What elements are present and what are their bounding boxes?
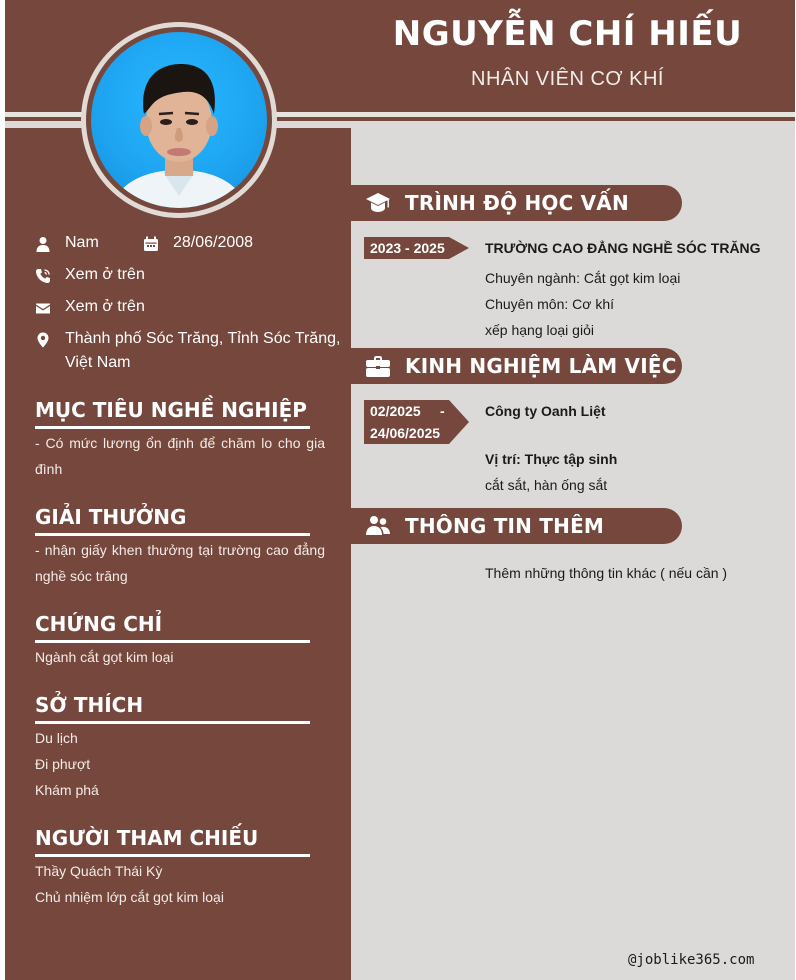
experience-banner bbox=[351, 348, 682, 384]
gender-row bbox=[35, 234, 99, 255]
cv-page bbox=[5, 0, 795, 980]
certificates-list bbox=[35, 644, 325, 670]
objective-body: - Có mức lương ổn định để chăm lo cho gia đình bbox=[35, 435, 325, 477]
experience-period-start: 02/2025 - bbox=[370, 403, 445, 419]
candidate-name: NGUYỄN CHÍ HIẾU bbox=[392, 14, 743, 54]
avatar bbox=[91, 32, 267, 208]
phone-row bbox=[35, 266, 145, 287]
graduation-cap-icon bbox=[365, 190, 391, 216]
users-icon bbox=[365, 513, 391, 539]
experience-title: KINH NGHIỆM LÀM VIỆC bbox=[405, 354, 677, 378]
awards-title: GIẢI THƯỞNG bbox=[35, 505, 310, 536]
phone-icon bbox=[35, 268, 51, 284]
references-list bbox=[35, 858, 325, 910]
experience-company: Công ty Oanh Liệt bbox=[485, 403, 606, 419]
phone-value: Xem ở trên bbox=[65, 266, 145, 283]
experience-position: Vị trí: Thực tập sinh bbox=[485, 451, 618, 467]
education-detail: Chuyên ngành: Cắt gọt kim loại bbox=[485, 270, 681, 286]
sidebar bbox=[5, 128, 351, 980]
location-pin-icon bbox=[35, 332, 51, 348]
hobby-item: Du lịch bbox=[35, 730, 78, 746]
hobbies-title: SỞ THÍCH bbox=[35, 693, 310, 724]
objective-title: MỤC TIÊU NGHỀ NGHIỆP bbox=[35, 398, 310, 429]
email-row bbox=[35, 298, 145, 319]
hobby-item: Khám phá bbox=[35, 782, 99, 798]
certificate-item: Ngành cắt gọt kim loại bbox=[35, 649, 174, 665]
references-title: NGƯỜI THAM CHIẾU bbox=[35, 826, 310, 857]
hobby-item: Đi phượt bbox=[35, 756, 91, 772]
birthdate-value: 28/06/2008 bbox=[173, 234, 254, 251]
birthdate-row bbox=[143, 234, 253, 255]
calendar-icon bbox=[143, 236, 159, 252]
education-period: 2023 - 2025 bbox=[364, 237, 449, 259]
watermark: @joblike365.com bbox=[628, 952, 755, 968]
education-detail: xếp hạng loại giỏi bbox=[485, 322, 594, 338]
additional-body: Thêm những thông tin khác ( nếu cần ) bbox=[485, 565, 728, 581]
mail-icon bbox=[35, 300, 51, 316]
additional-banner bbox=[351, 508, 682, 544]
experience-period-end: 24/06/2025 bbox=[370, 425, 441, 441]
gender-value: Nam bbox=[65, 234, 99, 251]
experience-description: cắt sắt, hàn ống sắt bbox=[485, 477, 608, 493]
experience-period bbox=[364, 400, 449, 444]
education-banner bbox=[351, 185, 682, 221]
email-value: Xem ở trên bbox=[65, 298, 145, 315]
address-row bbox=[35, 330, 345, 375]
awards-body: - nhận giấy khen thưởng tại trường cao đẳng nghề sóc trăng bbox=[35, 542, 325, 584]
additional-title: THÔNG TIN THÊM bbox=[405, 514, 605, 538]
candidate-job-title: NHÂN VIÊN CƠ KHÍ bbox=[471, 68, 664, 90]
education-school: TRƯỜNG CAO ĐẲNG NGHỀ SÓC TRĂNG bbox=[485, 240, 761, 256]
education-details bbox=[485, 265, 680, 343]
education-detail: Chuyên môn: Cơ khí bbox=[485, 296, 615, 312]
education-title: TRÌNH ĐỘ HỌC VẤN bbox=[405, 191, 629, 215]
certificates-title: CHỨNG CHỈ bbox=[35, 612, 310, 643]
briefcase-icon bbox=[365, 353, 391, 379]
reference-item: Thầy Quách Thái Kỳ bbox=[35, 863, 163, 879]
hobbies-list bbox=[35, 725, 325, 803]
address-value: Thành phố Sóc Trăng, Tỉnh Sóc Trăng, Việt Nam bbox=[65, 330, 341, 371]
reference-item: Chủ nhiệm lớp cắt gọt kim loại bbox=[35, 889, 224, 905]
user-icon bbox=[35, 236, 51, 252]
